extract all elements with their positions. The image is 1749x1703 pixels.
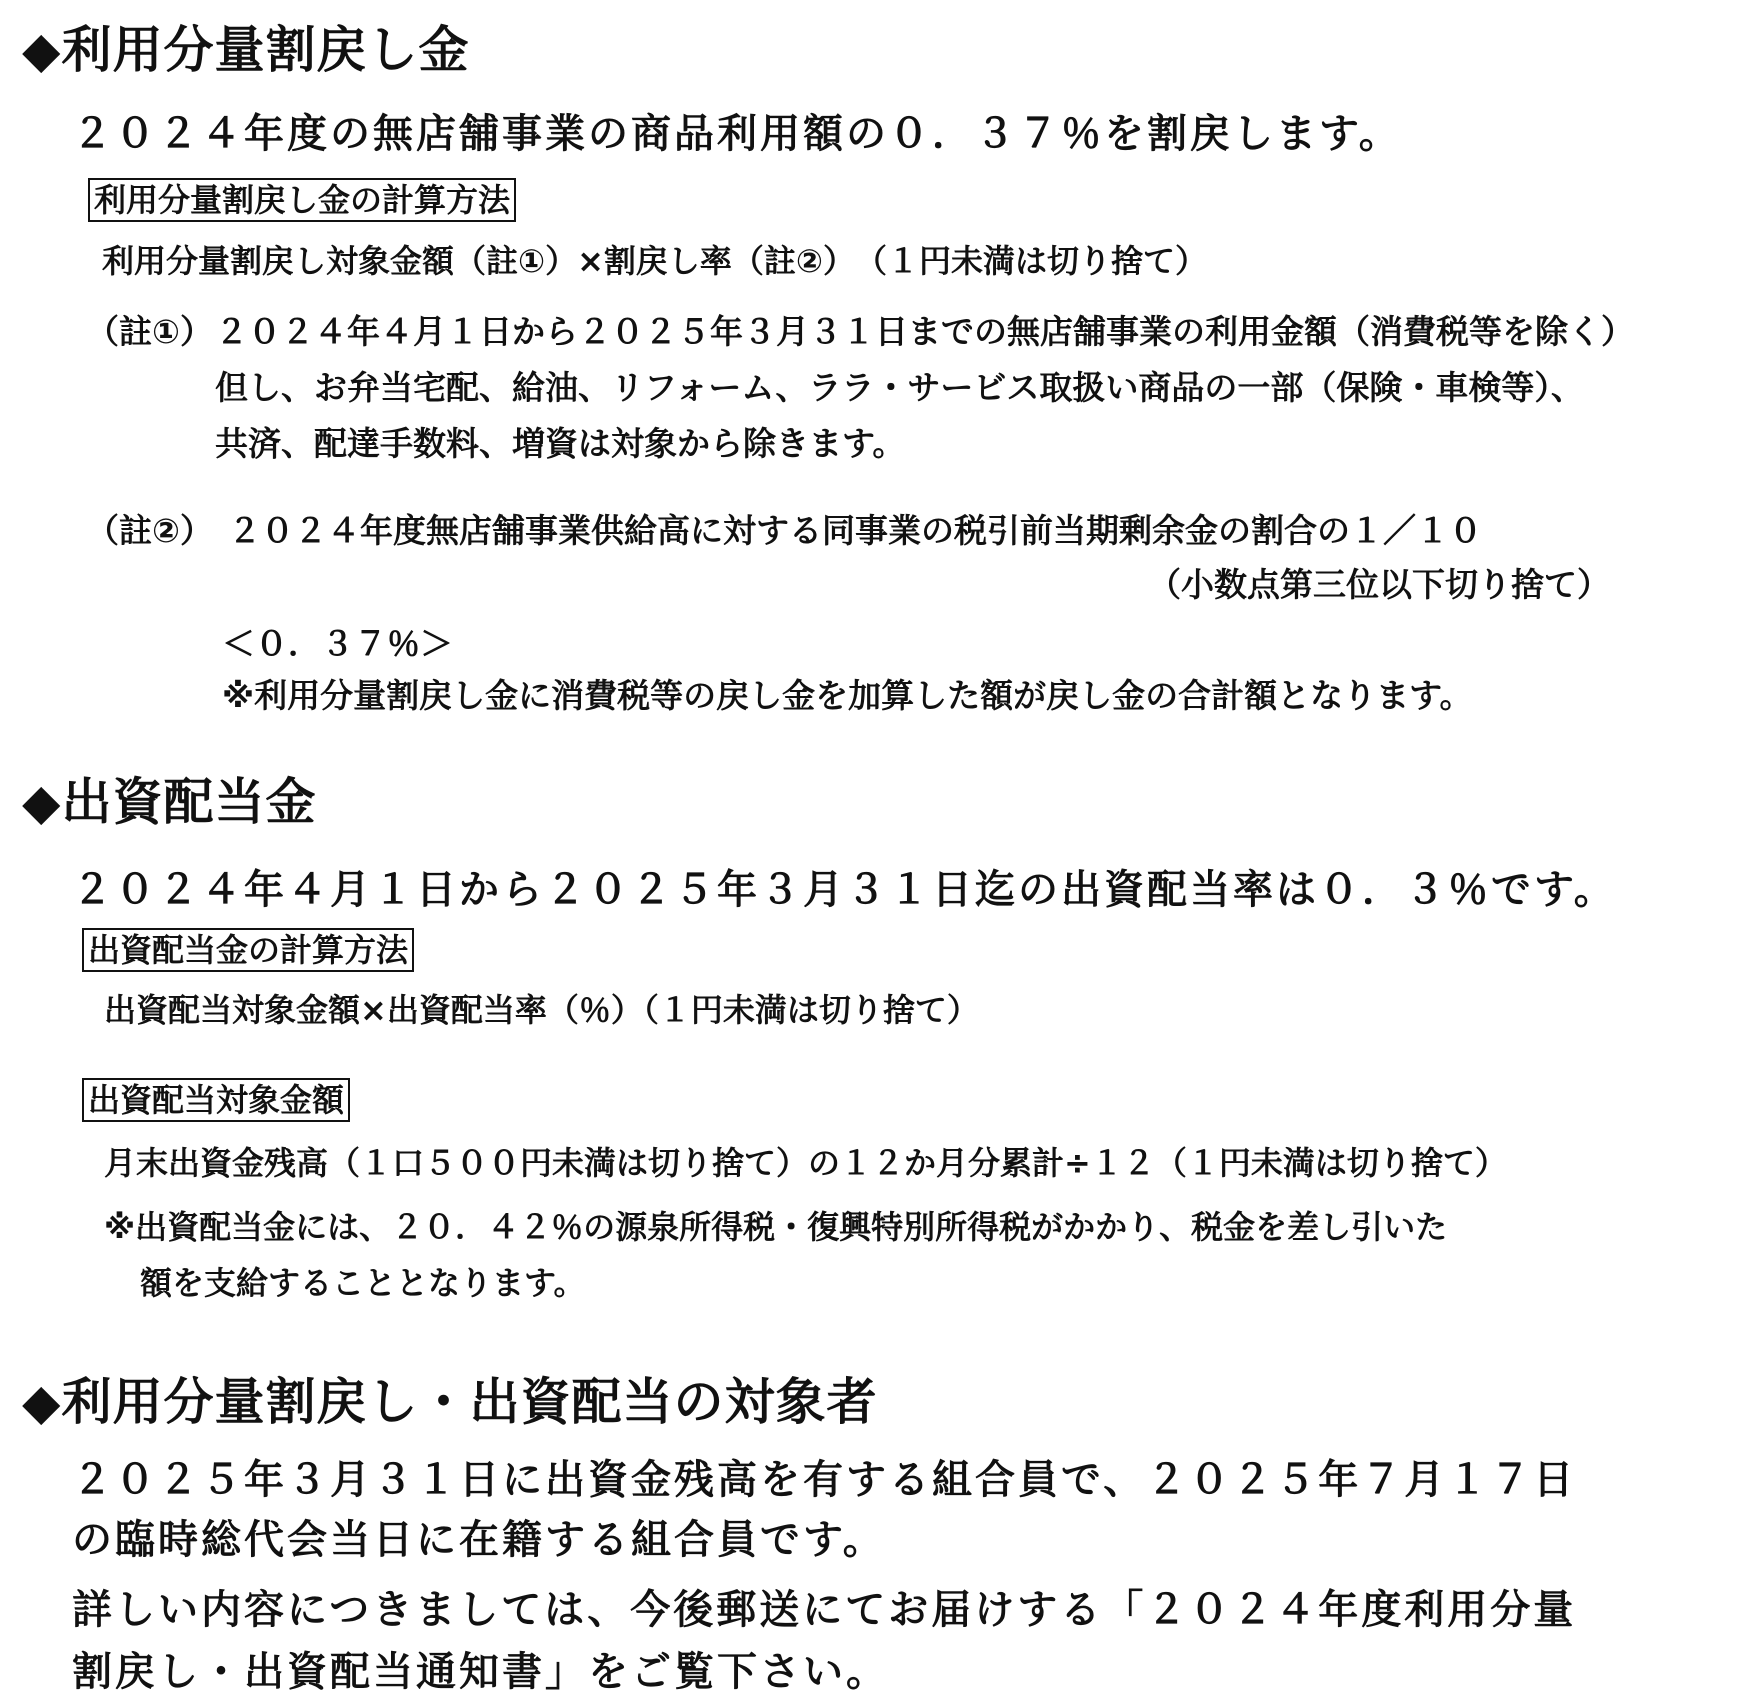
section2-method-label: 出資配当金の計算方法 xyxy=(82,928,414,972)
note2-line2: （小数点第三位以下切り捨て） xyxy=(1148,565,1610,604)
section3-body-line1: ２０２５年３月３１日に出資金残高を有する組合員で、２０２５年７月１７日 xyxy=(72,1457,1577,1503)
section1-lead: ２０２４年度の無店舗事業の商品利用額の０．３７％を割戻します。 xyxy=(72,111,1402,157)
note2-marker: （註②） xyxy=(86,511,213,550)
section2-remark-line2: 額を支給することとなります。 xyxy=(140,1264,586,1302)
section2-formula: 出資配当対象金額×出資配当率（％）（１円未満は切り捨て） xyxy=(104,991,979,1029)
note1-line1: ２０２４年４月１日から２０２５年３月３１日までの無店舗事業の利用金額（消費税等を除く） xyxy=(215,312,1634,351)
section3-heading: ◆利用分量割戻し・出資配当の対象者 xyxy=(22,1373,878,1431)
section1-remark: ※利用分量割戻し金に消費税等の戻し金を加算した額が戻し金の合計額となります。 xyxy=(222,676,1473,715)
section2-remark-line1: ※出資配当金には、２０．４２％の源泉所得税・復興特別所得税がかかり、税金を差し引いた xyxy=(104,1208,1448,1246)
section2-heading: ◆出資配当金 xyxy=(22,773,317,831)
note1-marker: （註①） xyxy=(86,312,213,351)
section1-method-label: 利用分量割戻し金の計算方法 xyxy=(88,178,516,222)
note1-line3: 共済、配達手数料、増資は対象から除きます。 xyxy=(215,424,906,463)
section1-formula: 利用分量割戻し対象金額（註①）×割戻し率（註②） （１円未満は切り捨て） xyxy=(102,242,1208,280)
note2-line1: ２０２４年度無店舗事業供給高に対する同事業の税引前当期剰余金の割合の１／１０ xyxy=(228,511,1482,550)
section3-body-line3: 詳しい内容につきましては、今後郵送にてお届けする「２０２４年度利用分量 xyxy=(72,1587,1577,1633)
section1-heading: ◆利用分量割戻し金 xyxy=(22,21,470,79)
rate-value: ＜０．３７％＞ xyxy=(222,624,453,663)
section2-target-formula: 月末出資金残高（１口５００円未満は切り捨て）の１２か月分累計÷１２（１円未満は切り捨て） xyxy=(104,1144,1507,1182)
section3-body-line4: 割戻し・出資配当通知書」をご覧下さい。 xyxy=(72,1649,889,1695)
section2-lead: ２０２４年４月１日から２０２５年３月３１日迄の出資配当率は０．３％です。 xyxy=(72,867,1617,913)
section3-body-line2: の臨時総代会当日に在籍する組合員です。 xyxy=(72,1517,886,1563)
note1-line2: 但し、お弁当宅配、給油、リフォーム、ララ・サービス取扱い商品の一部（保険・車検等）、 xyxy=(215,368,1584,407)
section2-target-label: 出資配当対象金額 xyxy=(82,1078,350,1122)
